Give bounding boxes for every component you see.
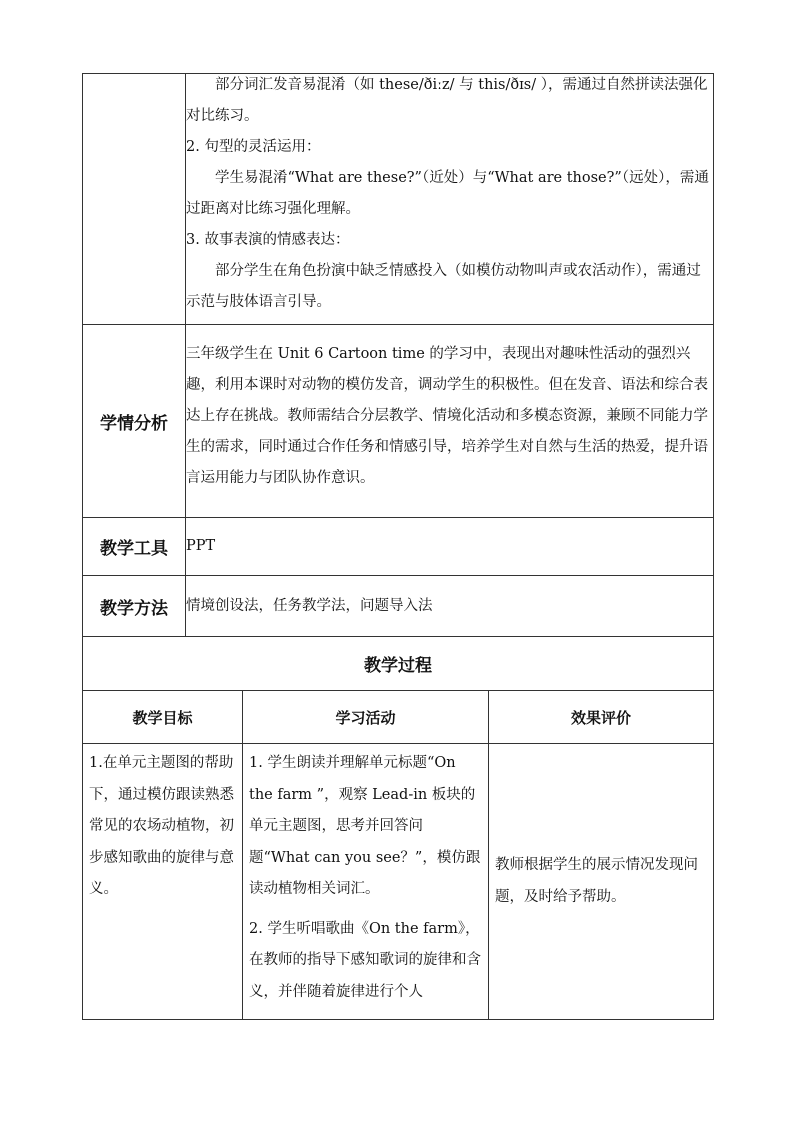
spacer [243, 906, 488, 914]
process-title-row [83, 637, 714, 691]
tools-row [83, 518, 714, 576]
methods-row [83, 576, 714, 637]
difficulty-paragraph: 部分学生在角色扮演中缺乏情感投入（如模仿动物叫声或农活动作），需通过示范与肢体语言引导。 [186, 263, 701, 310]
lesson-info-table [82, 73, 714, 637]
difficulty-label-cell [83, 74, 186, 325]
difficulty-content-cell [186, 74, 714, 325]
activity-step: 2. 学生听唱歌曲《On the farm》，在教师的指导下感知歌词的旋律和含义，并伴随着旋律进行个人 [249, 920, 481, 1000]
evaluation-cell [489, 744, 714, 1020]
difficulty-point-heading: 3. 故事表演的情感表达： [186, 232, 350, 248]
header-evaluation: 效果评价 [489, 691, 714, 744]
process-header-row [83, 691, 714, 744]
tools-label: 教学工具 [83, 518, 186, 576]
difficulty-paragraph: 学生易混淆“What are these?”（近处）与“What are those?”（远处），需通过距离对比练习强化理解。 [186, 170, 709, 217]
teaching-process-table [82, 636, 714, 1020]
analysis-text: 三年级学生在 Unit 6 Cartoon time 的学习中，表现出对趣味性活动的强烈兴趣，利用本课时对动物的模仿发音，调动学生的积极性。但在发音、语法和综合表达上存在挑战。教师需结合分层教学、情境化活动和多模态资源，兼顾不同能力学生的需求，同时通过合作任务和情感引导，培养学生对自然与生活的热爱，提升语言运用能力与团队协作意识。 [186, 346, 708, 486]
analysis-label: 学情分析 [83, 325, 186, 518]
analysis-row [83, 325, 714, 518]
tools-value: PPT [186, 518, 714, 576]
methods-value: 情境创设法，任务教学法，问题导入法 [186, 576, 714, 637]
methods-label: 教学方法 [83, 576, 186, 637]
analysis-content-cell [186, 325, 714, 518]
process-title: 教学过程 [83, 637, 714, 691]
header-activity: 学习活动 [243, 691, 489, 744]
goal-text: 1.在单元主题图的帮助下，通过模仿跟读熟悉常见的农场动植物，初步感知歌曲的旋律与意义。 [89, 755, 234, 897]
difficulty-row [83, 74, 714, 325]
difficulty-paragraph: 部分词汇发音易混淆（如 these/ðiːz/ 与 this/ðɪs/ ），需通过自然拼读法强化对比练习。 [186, 77, 708, 124]
process-row [83, 744, 714, 1020]
activity-step: 1. 学生朗读并理解单元标题“On the farm ”，观察 Lead-in 板块的单元主题图，思考并回答问题“What can you see？”，模仿跟读动植物相关词汇。 [249, 755, 481, 897]
evaluation-text: 教师根据学生的展示情况发现问题，及时给予帮助。 [495, 857, 698, 905]
activity-cell [243, 744, 489, 1020]
goal-cell [83, 744, 243, 1020]
difficulty-point-heading: 2. 句型的灵活运用： [186, 139, 321, 155]
header-goal: 教学目标 [83, 691, 243, 744]
